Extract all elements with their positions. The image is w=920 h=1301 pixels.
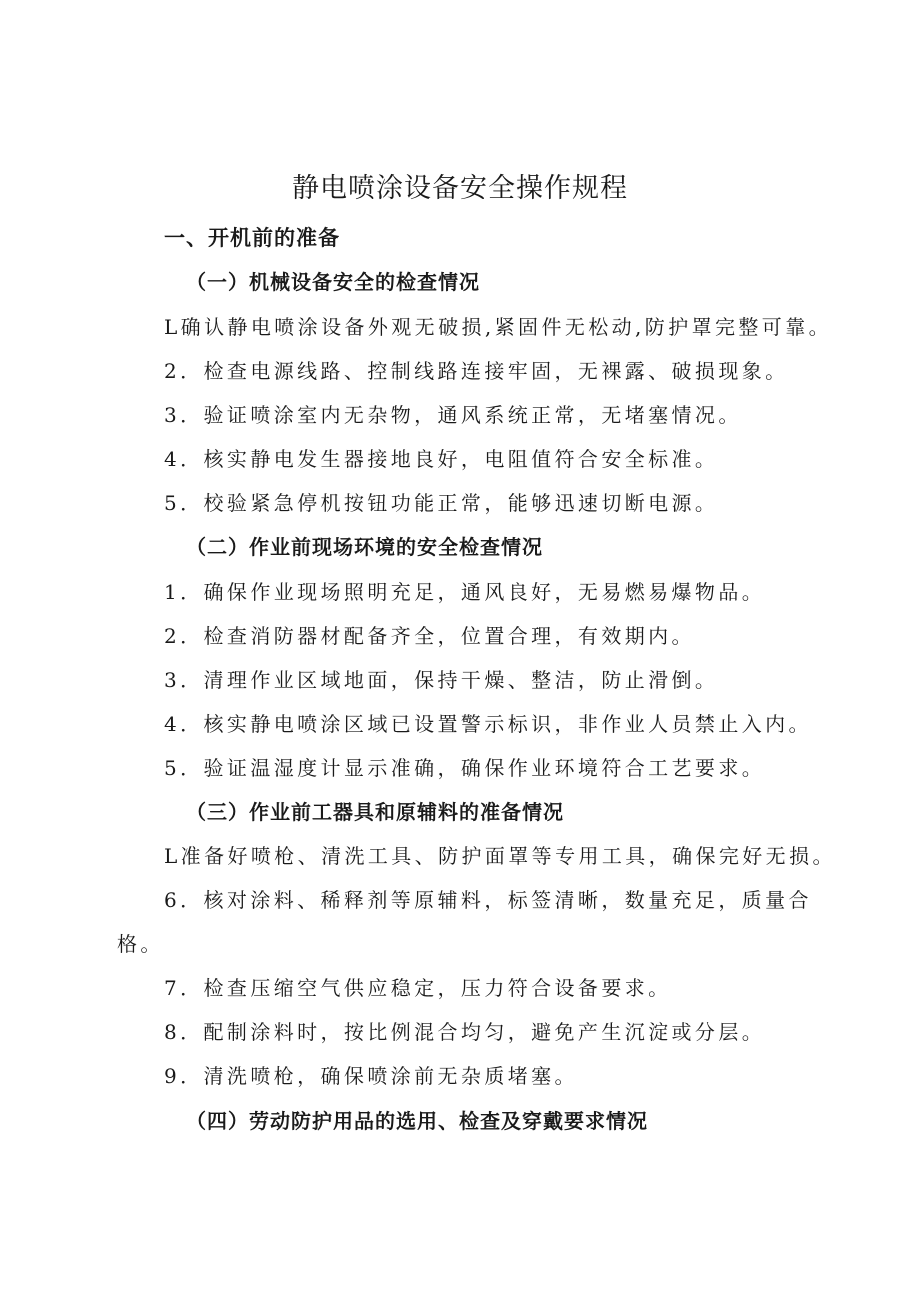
list-item: 2．检查消防器材配备齐全，位置合理，有效期内。	[164, 624, 695, 648]
list-item: 4．核实静电发生器接地良好，电阻值符合安全标准。	[164, 447, 719, 471]
list-item: 8．配制涂料时，按比例混合均匀，避免产生沉淀或分层。	[164, 1020, 766, 1044]
subsection-heading: （四）劳动防护用品的选用、检查及穿戴要求情况	[186, 1109, 648, 1133]
list-item: 2．检查电源线路、控制线路连接牢固，无裸露、破损现象。	[164, 359, 789, 383]
subsection-heading: （三）作业前工器具和原辅料的准备情况	[186, 800, 564, 824]
list-item-continuation: 格。	[117, 932, 164, 956]
list-item: 4．核实静电喷涂区域已设置警示标识，非作业人员禁止入内。	[164, 712, 812, 736]
list-item: L准备好喷枪、清洗工具、防护面罩等专用工具，确保完好无损。	[164, 844, 836, 868]
list-item: 7．检查压缩空气供应稳定，压力符合设备要求。	[164, 976, 672, 1000]
section-heading: 一、开机前的准备	[164, 226, 340, 250]
list-item: L确认静电喷涂设备外观无破损,紧固件无松动,防护罩完整可靠。	[164, 315, 832, 339]
document-title: 静电喷涂设备安全操作规程	[292, 173, 628, 204]
list-item: 5．校验紧急停机按钮功能正常，能够迅速切断电源。	[164, 491, 719, 515]
list-item: 3．清理作业区域地面，保持干燥、整洁，防止滑倒。	[164, 668, 719, 692]
list-item: 3．验证喷涂室内无杂物，通风系统正常，无堵塞情况。	[164, 403, 742, 427]
list-item: 1．确保作业现场照明充足，通风良好，无易燃易爆物品。	[164, 580, 766, 604]
list-item: 6．核对涂料、稀释剂等原辅料，标签清晰，数量充足，质量合	[164, 888, 812, 912]
subsection-heading: （二）作业前现场环境的安全检查情况	[186, 535, 543, 559]
list-item: 5．验证温湿度计显示准确，确保作业环境符合工艺要求。	[164, 756, 766, 780]
subsection-heading: （一）机械设备安全的检查情况	[186, 270, 480, 294]
list-item: 9．清洗喷枪，确保喷涂前无杂质堵塞。	[164, 1064, 578, 1088]
